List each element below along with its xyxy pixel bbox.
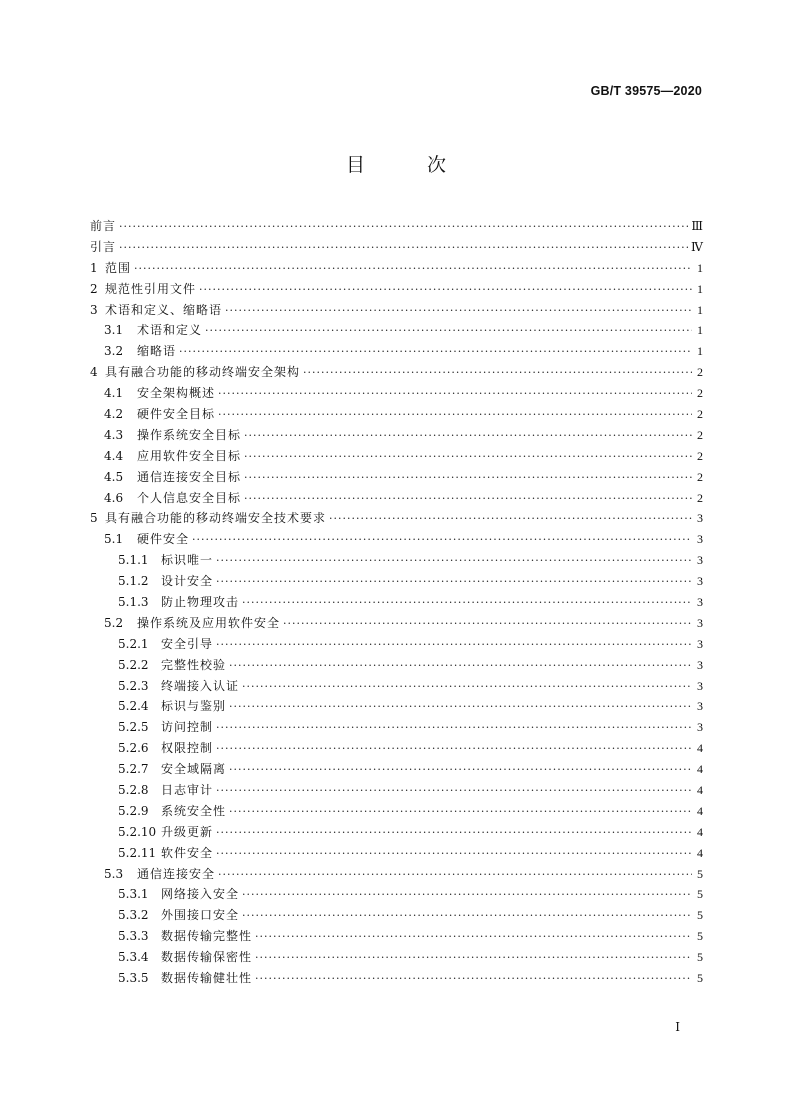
toc-dot-leader	[134, 262, 692, 275]
toc-entry-page: 2	[697, 490, 703, 505]
toc-entry-number: 4.4	[104, 448, 124, 463]
toc-dot-leader	[119, 241, 688, 254]
toc-dot-leader	[218, 408, 692, 421]
toc-entry[interactable]	[90, 446, 703, 467]
toc-entry-page: 5	[697, 866, 703, 881]
toc-entry-page: 1	[697, 344, 703, 359]
toc-entry-page: Ⅳ	[691, 239, 703, 254]
toc-dot-leader	[216, 721, 692, 734]
toc-entry-number: 5.1.1	[118, 553, 149, 568]
toc-dot-leader	[216, 847, 692, 860]
toc-entry[interactable]	[90, 655, 703, 676]
toc-entry-number: 5.2.8	[118, 782, 149, 797]
toc-entry-page: 3	[697, 615, 703, 630]
toc-dot-leader	[225, 304, 692, 317]
toc-entry[interactable]	[90, 425, 703, 446]
toc-dot-leader	[229, 659, 692, 672]
toc-entry[interactable]	[90, 341, 703, 362]
toc-entry-label: 具有融合功能的移动终端安全架构	[105, 365, 301, 380]
toc-entry[interactable]	[90, 864, 703, 885]
page-number: Ⅰ	[675, 1020, 680, 1034]
toc-entry-label: 日志审计	[161, 782, 214, 797]
toc-dot-leader	[216, 638, 692, 651]
toc-dot-leader	[329, 512, 692, 525]
toc-entry-label: 安全域隔离	[161, 762, 227, 777]
toc-entry[interactable]	[90, 571, 703, 592]
toc-entry-page: 4	[697, 803, 703, 818]
toc-entry[interactable]	[90, 529, 703, 550]
toc-entry-label: 缩略语	[137, 344, 177, 359]
toc-entry-number: 5.2.11	[118, 845, 157, 860]
toc-entry-page: 3	[697, 699, 703, 714]
toc-entry-number: 4.5	[104, 469, 124, 484]
standard-code: GB/T 39575—2020	[590, 84, 702, 98]
toc-entry-page: 2	[697, 386, 703, 401]
toc-entry-page: 1	[697, 302, 703, 317]
toc-entry[interactable]	[90, 843, 703, 864]
toc-entry-page: 3	[697, 678, 703, 693]
toc-entry[interactable]	[90, 696, 703, 717]
toc-entry-label: 防止物理攻击	[161, 594, 240, 609]
toc-entry-page: 3	[697, 636, 703, 651]
toc-entry-label: 外围接口安全	[161, 908, 240, 923]
toc-entry-label: 网络接入安全	[161, 887, 240, 902]
toc-entry-page: 3	[697, 574, 703, 589]
toc-entry-page: 3	[697, 720, 703, 735]
toc-dot-leader	[244, 471, 692, 484]
toc-entry[interactable]	[90, 508, 703, 529]
toc-entry-label: 系统安全性	[161, 803, 227, 818]
toc-entry-page: 4	[697, 762, 703, 777]
toc-entry-label: 个人信息安全目标	[137, 490, 242, 505]
toc-entry[interactable]	[90, 822, 703, 843]
toc-entry-label: 范围	[105, 260, 132, 275]
toc-entry-label: 升级更新	[161, 824, 214, 839]
toc-entry-label: 终端接入认证	[161, 678, 240, 693]
toc-entry-page: 5	[697, 950, 703, 965]
toc-entry-label: 数据传输健壮性	[161, 971, 253, 985]
toc-entry-label: 通信连接安全目标	[137, 469, 242, 484]
toc-entry[interactable]	[90, 237, 703, 258]
toc-dot-leader	[242, 909, 692, 922]
toc-entry-number: 1	[90, 260, 98, 275]
toc-dot-leader	[244, 492, 692, 505]
toc-entry-number: 4.2	[104, 406, 124, 421]
toc-entry[interactable]	[90, 404, 703, 425]
toc-entry[interactable]	[90, 320, 703, 341]
page-title: 目 次	[345, 154, 475, 176]
toc-entry-page: 2	[697, 469, 703, 484]
toc-entry-number: 4.3	[104, 427, 124, 442]
toc-dot-leader	[303, 366, 692, 379]
toc-entry-label: 引言	[90, 239, 117, 254]
toc-dot-leader	[216, 826, 692, 839]
toc-entry-page: 5	[697, 908, 703, 923]
toc-entry-number: 5.2.9	[118, 803, 149, 818]
toc-entry-number: 5.2	[104, 615, 124, 630]
toc-entry-label: 访问控制	[161, 720, 214, 735]
toc-dot-leader	[216, 575, 692, 588]
toc-entry[interactable]	[90, 362, 703, 383]
toc-dot-leader	[216, 554, 692, 567]
toc-entry-number: 3.1	[104, 323, 124, 338]
toc-entry[interactable]	[90, 717, 703, 738]
toc-entry[interactable]	[90, 279, 703, 300]
toc-dot-leader	[229, 763, 692, 776]
toc-entry-number: 5.3.5	[118, 971, 149, 985]
toc-dot-leader	[205, 324, 692, 337]
toc-entry[interactable]	[90, 801, 703, 822]
toc-entry[interactable]	[90, 634, 703, 655]
toc-dot-leader	[255, 972, 692, 985]
toc-entry-page: 4	[697, 782, 703, 797]
toc-entry-number: 5.3.3	[118, 929, 149, 944]
toc-entry[interactable]	[90, 905, 703, 926]
toc-entry[interactable]	[90, 592, 703, 613]
toc-dot-leader	[244, 429, 692, 442]
toc-entry-label: 具有融合功能的移动终端安全技术要求	[105, 511, 327, 526]
toc-entry-number: 3.2	[104, 344, 124, 359]
toc-entry[interactable]	[90, 467, 703, 488]
toc-entry[interactable]	[90, 258, 703, 279]
toc-entry-number: 5.3	[104, 866, 124, 881]
toc-entry-number: 2	[90, 281, 98, 296]
toc-entry-page: 5	[697, 929, 703, 944]
toc-dot-leader	[218, 868, 692, 881]
toc-entry-number: 5.2.3	[118, 678, 149, 693]
toc-entry-label: 硬件安全目标	[137, 406, 216, 421]
toc-entry-number: 5.1.2	[118, 574, 149, 589]
toc-entry[interactable]	[90, 383, 703, 404]
toc-dot-leader	[255, 930, 692, 943]
toc-entry-page: 3	[697, 511, 703, 526]
toc-entry-label: 规范性引用文件	[105, 281, 197, 296]
toc-entry-label: 操作系统安全目标	[137, 427, 242, 442]
toc-entry-number: 5.2.7	[118, 762, 149, 777]
toc-entry-page: 4	[697, 741, 703, 756]
toc-dot-leader	[255, 951, 692, 964]
toc-entry[interactable]	[90, 613, 703, 634]
toc-dot-leader	[229, 700, 692, 713]
toc-entry-label: 通信连接安全	[137, 866, 216, 881]
toc-entry-label: 权限控制	[161, 741, 214, 756]
toc-entry[interactable]	[90, 947, 703, 968]
toc-entry-number: 5.3.4	[118, 950, 149, 965]
toc-entry-page: 5	[697, 971, 703, 985]
toc-entry-page: 3	[697, 553, 703, 568]
toc-entry-number: 4.6	[104, 490, 124, 505]
toc-entry-label: 安全引导	[161, 636, 214, 651]
toc-entry-page: 1	[697, 323, 703, 338]
toc-entry-page: 1	[697, 281, 703, 296]
toc-entry-page: 2	[697, 427, 703, 442]
toc-entry-label: 标识与鉴别	[161, 699, 227, 714]
toc-entry-label: 数据传输保密性	[161, 950, 253, 965]
toc-entry-label: 完整性校验	[161, 657, 227, 672]
toc-entry[interactable]	[90, 738, 703, 759]
toc-entry-page: 2	[697, 448, 703, 463]
toc-entry[interactable]	[90, 759, 703, 780]
toc-entry-label: 术语和定义、缩略语	[105, 302, 223, 317]
toc-entry-number: 4.1	[104, 386, 124, 401]
toc-entry[interactable]	[90, 780, 703, 801]
toc-dot-leader	[179, 345, 692, 358]
toc-dot-leader	[229, 805, 692, 818]
toc-entry[interactable]	[90, 300, 703, 321]
toc-entry-number: 5.2.10	[118, 824, 157, 839]
table-of-contents	[90, 216, 703, 989]
toc-entry-label: 数据传输完整性	[161, 929, 253, 944]
toc-entry-label: 标识唯一	[161, 553, 214, 568]
toc-entry-page: 2	[697, 406, 703, 421]
toc-dot-leader	[283, 617, 692, 630]
toc-dot-leader	[119, 220, 688, 233]
toc-entry-number: 5.3.1	[118, 887, 149, 902]
toc-dot-leader	[218, 387, 692, 400]
toc-entry-number: 5.2.6	[118, 741, 149, 756]
toc-entry[interactable]	[90, 676, 703, 697]
toc-entry-label: 软件安全	[161, 845, 214, 860]
toc-entry-label: 术语和定义	[137, 323, 203, 338]
toc-entry-page: 3	[697, 594, 703, 609]
toc-entry-page: 2	[697, 365, 703, 380]
toc-entry-page: 4	[697, 845, 703, 860]
toc-entry-label: 硬件安全	[137, 532, 190, 547]
toc-entry-number: 5.2.4	[118, 699, 149, 714]
toc-dot-leader	[216, 742, 692, 755]
toc-entry[interactable]	[90, 216, 703, 237]
toc-dot-leader	[242, 680, 692, 693]
toc-entry-number: 5.2.5	[118, 720, 149, 735]
toc-entry[interactable]	[90, 968, 703, 989]
toc-entry-number: 5.1	[104, 532, 124, 547]
toc-entry-page: 3	[697, 657, 703, 672]
toc-dot-leader	[199, 283, 692, 296]
toc-entry[interactable]	[90, 885, 703, 906]
toc-dot-leader	[242, 888, 692, 901]
toc-entry-page: 1	[697, 260, 703, 275]
toc-entry[interactable]	[90, 550, 703, 571]
toc-entry-label: 操作系统及应用软件安全	[137, 615, 281, 630]
toc-entry-number: 5	[90, 511, 98, 526]
toc-entry-page: Ⅲ	[691, 218, 703, 233]
toc-dot-leader	[216, 784, 692, 797]
toc-entry-number: 5.1.3	[118, 594, 149, 609]
toc-entry-label: 安全架构概述	[137, 386, 216, 401]
toc-entry[interactable]	[90, 926, 703, 947]
toc-entry-label: 前言	[90, 218, 117, 233]
toc-entry-number: 5.3.2	[118, 908, 149, 923]
toc-dot-leader	[192, 533, 692, 546]
toc-dot-leader	[244, 450, 692, 463]
toc-entry-label: 应用软件安全目标	[137, 448, 242, 463]
toc-entry-number: 5.2.1	[118, 636, 149, 651]
toc-entry-number: 5.2.2	[118, 657, 149, 672]
toc-entry-label: 设计安全	[161, 574, 214, 589]
toc-entry-number: 4	[90, 365, 98, 380]
toc-entry-number: 3	[90, 302, 98, 317]
toc-dot-leader	[242, 596, 692, 609]
toc-entry-page: 4	[697, 824, 703, 839]
toc-entry[interactable]	[90, 488, 703, 509]
toc-entry-page: 5	[697, 887, 703, 902]
toc-entry-page: 3	[697, 532, 703, 547]
